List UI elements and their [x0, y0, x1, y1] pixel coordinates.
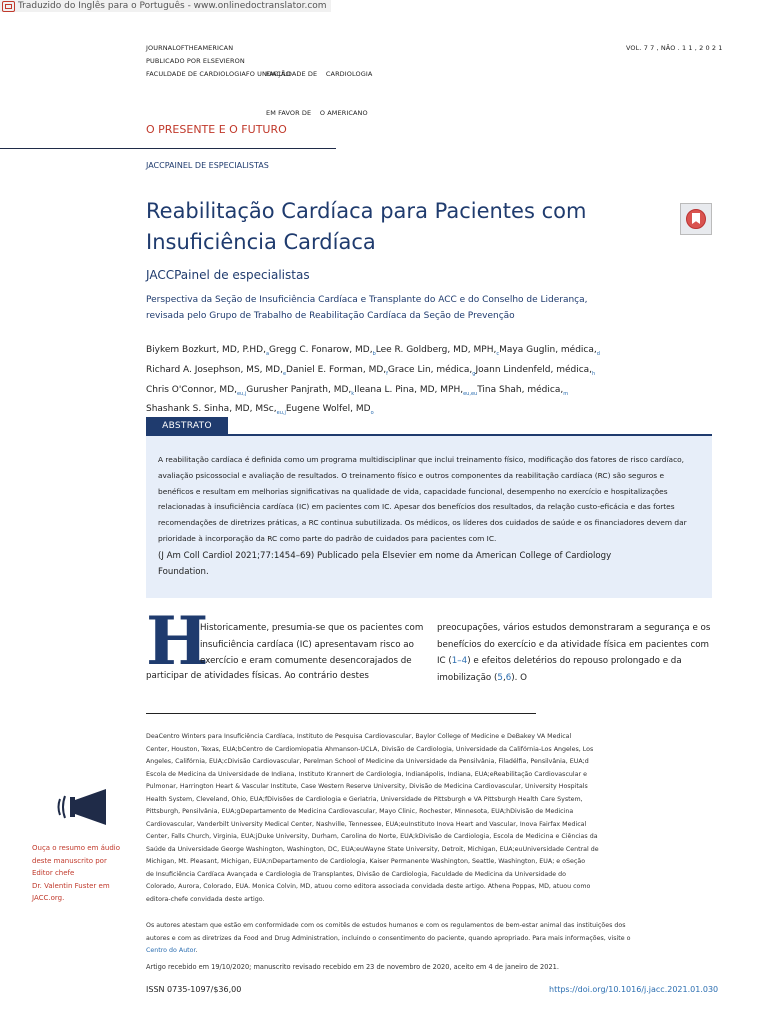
perspective-line: revisada pelo Grupo de Trabalho de Reabilitação Cardíaca da Seção de Prevenção: [146, 311, 515, 321]
body-line: [437, 670, 717, 687]
college-line: FACULDADE DE CARDIOLOGIA: [266, 70, 373, 78]
affiliation-text: Pulmonar, Harrington Heart & Vascular Institute, Case Western Reserve University, Divisão de Medicina Cardiovascular, University Hospitals: [146, 783, 588, 790]
author-name: Gregg C. Fonarow, MD,: [269, 345, 373, 355]
affiliation-marker[interactable]: eu,j: [236, 390, 247, 397]
journal-line: PUBLICADO POR ELSEVIERON: [146, 57, 245, 65]
volume-info: VOL. 7 7 , NÃO . 1 1 , 2 0 2 1: [626, 44, 723, 52]
body-text: imobilização (: [437, 672, 498, 683]
affiliation-line: [146, 856, 636, 869]
affiliation-text: Center, Houston, Texas, EUA;bCentro de Cardiomiopatia Ahmanson-UCLA, Divisão de Cardiologia, Universidade da Califórnia-Los Angeles, Los: [146, 745, 594, 753]
body-line: insuficiência cardíaca (IC) apresentavam risco ao: [200, 639, 414, 650]
ethics-line: autores e com as diretrizes da Food and Drug Administration, incluindo o consentimento do paciente, quando apropriado. Para mais informações, visite o: [146, 934, 631, 942]
affiliation-text: Escola de Medicina da Universidade de Indiana, Instituto Krannert de Cardiologia, Indianápolis, Indiana, EUA;eReabilitação Cardiovascular e: [146, 770, 587, 778]
body-line: [437, 653, 717, 670]
affiliation-text: Angeles, Califórnia, EUA;cDivisão Cardiovascular, Perelman School of Medicine da Universidade da Pensilvânia, Filadélfia, Pensilvânia, EUA;d: [146, 758, 589, 765]
body-line: preocupações, vários estudos demonstraram a segurança e os: [437, 623, 711, 633]
section-label: O PRESENTE E O FUTURO: [146, 123, 287, 136]
citation-line: (J Am Coll Cardiol 2021;77:1454–69) Publicado pela Elsevier em nome da American College of Cardiology: [158, 551, 612, 561]
affiliation-marker[interactable]: m: [563, 390, 569, 397]
abstract-line: avaliação psicossocial e avaliação de resultados. O treinamento físico e outros componentes da reabilitação cardíaca (RC) são seguros e: [158, 470, 664, 480]
body-line: benefícios do exercício e da atividade física em pacientes com: [437, 639, 709, 650]
reference-link[interactable]: 5: [497, 672, 503, 683]
affiliation-text: Saúde da Universidade George Washington, Washington, DC, EUA;euWayne State University, Detroit, Michigan, EUA;euUniversidade Central de: [146, 845, 599, 853]
affiliation-marker[interactable]: c: [496, 350, 500, 357]
drop-cap: H: [146, 602, 209, 680]
body-line: participar de atividades físicas. Ao contrário destes: [146, 671, 369, 681]
affiliation-marker[interactable]: eu,j: [276, 410, 286, 417]
affiliation-text: Michigan, Mt. Pleasant, Michigan, EUA;nDepartamento de Cardiologia, Kaiser Permanente Washington, Seattle, Washington, EUA; e oSeção: [146, 858, 586, 865]
affiliation-line: [146, 844, 636, 857]
abstract-tab: ABSTRATO: [146, 417, 228, 434]
affiliation-line: [146, 869, 636, 882]
affiliation-marker[interactable]: h: [592, 370, 596, 377]
ethics-line: Os autores atestam que estão em conformidade com os comitês de estudos humanos e com os regulamentos de bem-estar animal das instituições dos: [146, 922, 626, 929]
affiliation-marker[interactable]: eu,eu: [463, 390, 478, 397]
audio-line: Dr. Valentin Fuster em: [32, 881, 110, 890]
journal-line: JOURNALOFTHEAMERICAN: [146, 44, 234, 52]
author-name: D,: [256, 345, 266, 355]
translate-icon: [2, 1, 15, 12]
affiliation-text: aCentro Winters para Insuficiência Cardíaca, Instituto de Pesquisa Cardiovascular, Baylor College of Medicine e DeBakey VA Medical: [154, 733, 572, 740]
author-name: Lee R. Goldberg, MD, MPH,: [375, 345, 497, 355]
title-line: Reabilitação Cardíaca para Pacientes com: [146, 199, 587, 223]
author-name: Tina Shah, médica,: [477, 384, 564, 395]
translator-banner[interactable]: [0, 0, 331, 12]
article-subtitle: JACCPainel de especialistas: [146, 268, 310, 282]
body-column-2: [437, 620, 717, 686]
audio-summary-note[interactable]: [32, 842, 132, 905]
college-masthead: [266, 42, 372, 133]
perspective-line: Perspectiva da Seção de Insuficiência Cardíaca e Transplante do ACC e do Conselho de Liderança,: [146, 295, 588, 305]
issn: ISSN 0735-1097/$36,00: [146, 985, 242, 994]
college-line: EM FAVOR DE O AMERICANO: [266, 109, 368, 117]
affiliation-line: [146, 781, 636, 794]
affiliation-marker[interactable]: b: [372, 350, 376, 357]
affiliation-line: [146, 881, 636, 894]
body-text: IC (: [437, 656, 452, 666]
author-name: Grace Lin, médica,: [387, 364, 473, 375]
abstract-line: relacionadas à insuficiência cardíaca (IC) em pacientes com IC. Apesar dos benefícios dos resultados, da relação custo-eficácia e das fortes: [158, 502, 675, 512]
abstract-line: prioridade à incorporação da RC como parte do padrão de cuidados para pacientes com IC.: [158, 533, 497, 543]
affiliation-marker[interactable]: f: [386, 370, 388, 377]
section-divider: [0, 148, 336, 149]
author-name: Maya Guglin, médica,: [499, 345, 597, 355]
abstract-line: recomendações de diretrizes práticas, a RC continua subutilizada. Os médicos, os líderes dos cuidados de saúde e os financiadores devem dar: [158, 518, 687, 528]
affiliation-line: [146, 894, 636, 907]
body-column-1: [200, 620, 425, 670]
author-name: Daniel E. Forman, MD,: [286, 364, 387, 375]
abstract-line: benéficos e resultam em melhorias significativas na qualidade de vida, capacidade funcional, desempenho no exercício e hospitalizações: [158, 486, 668, 496]
affiliation-line: [146, 744, 636, 757]
affiliation-line: [146, 794, 636, 807]
affiliation-line: [146, 831, 636, 844]
audio-line: Ouça o resumo em áudio: [32, 844, 121, 852]
reference-link[interactable]: 6: [505, 672, 512, 683]
affiliation-line: [146, 806, 636, 819]
article-title: [146, 196, 626, 258]
author-name: Shashank S. Sinha, MD, MSc,: [146, 404, 277, 415]
body-text: ,: [502, 672, 506, 683]
abstract-line: A reabilitação cardíaca é definida como um programa multidisciplinar que inclui treinamento físico, modificação dos fatores de risco cardíaco,: [158, 455, 685, 464]
affiliation-marker[interactable]: k: [351, 390, 355, 397]
affiliation-text: editora-chefe convidada deste artigo.: [146, 895, 265, 903]
panel-label: JACCPAINEL DE ESPECIALISTAS: [146, 161, 269, 170]
translator-text: Traduzido do Inglês para o Português - www.onlinedoctranslator.com: [18, 1, 327, 11]
body-line: Historicamente, presumia-se que os pacientes com: [200, 623, 424, 633]
affiliation-text: Health System, Cleveland, Ohio, EUA;fDivisões de Cardiologia e Geriatria, Universidade de Pittsburgh e VA Pittsburgh Health Care System,: [146, 795, 583, 803]
affiliation-line: [146, 731, 636, 744]
affiliation-prefix: De: [146, 733, 155, 740]
received-dates: Artigo recebido em 19/10/2020; manuscrito revisado recebido em 23 de novembro de 2020, aceito em 4 de janeiro de 2021.: [146, 963, 559, 971]
abstract-citation: [158, 548, 698, 580]
citation-line: Foundation.: [158, 567, 209, 577]
affiliation-marker[interactable]: g: [472, 370, 476, 377]
affiliation-marker[interactable]: d: [596, 350, 600, 357]
author-name: H: [249, 345, 257, 355]
body-line: exercício e eram comumente desencorajados de: [200, 656, 412, 666]
footnote-divider: [146, 713, 536, 714]
affiliation-line: [146, 756, 636, 769]
title-line: Insuficiência Cardíaca: [146, 230, 376, 254]
reference-link[interactable]: 1–4: [451, 656, 468, 666]
body-text: ). O: [511, 672, 527, 683]
affiliation-text: de Insuficiência Cardíaca Avançada e Cardiologia de Transplantes, Divisão de Cardiologia, Faculdade de Medicina da Universidade do: [146, 870, 566, 878]
journal-line: FACULDADE DE CARDIOLOGIAFO UNDAÇÃO: [146, 70, 291, 78]
author-center-link[interactable]: Centro do Autor: [146, 947, 196, 954]
affiliation-line: [146, 819, 636, 832]
affiliation-text: Pittsburgh, Pensilvânia, EUA;gDepartamento de Medicina Cardiovascular, Mayo Clinic, Rochester, Minnesota, EUA;hDivisão de Medicina: [146, 808, 574, 815]
author-line: [146, 362, 616, 382]
ethics-statement: [146, 920, 636, 958]
affiliations: [146, 731, 636, 906]
perspective-statement: [146, 292, 596, 324]
affiliation-text: Cardiovascular, Vanderbilt University Medical Center, Nashville, Tennessee, EUA;euInstituto Inova Heart and Vascular, Inova Fairfax Medical: [146, 820, 587, 828]
affiliation-marker[interactable]: a: [265, 350, 270, 357]
author-list: [146, 342, 616, 421]
author-name: Biykem Bozkurt, MD, P.: [146, 345, 250, 355]
doi-link[interactable]: https://doi.org/10.1016/j.jacc.2021.01.030: [549, 985, 719, 994]
author-line: [146, 342, 616, 362]
crossmark-icon: [686, 209, 706, 229]
audio-line: JACC.org.: [32, 894, 65, 902]
ethics-end: .: [195, 947, 198, 954]
author-line: [146, 382, 616, 402]
affiliation-text: Center, Falls Church, Virginia, EUA;jDuke University, Durham, Carolina do Norte, EUA;kDivisão de Cardiologia, Escola de Medicina e Ciências da: [146, 833, 598, 840]
audio-speaker-icon[interactable]: [56, 787, 108, 827]
author-name: Eugene Wolfel, MD: [285, 404, 371, 415]
affiliation-marker[interactable]: o: [370, 410, 374, 417]
author-name: Chris O'Connor, MD,: [146, 384, 237, 395]
author-name: Gurusher Panjrath, MD,: [246, 384, 352, 395]
body-text: ) e efeitos deletérios do repouso prolongado e da: [467, 656, 682, 666]
audio-line: deste manuscrito por: [32, 856, 107, 865]
author-name: Ileana L. Pina, MD, MPH,: [354, 384, 464, 395]
abstract-text: [158, 452, 698, 547]
affiliation-marker[interactable]: e: [282, 370, 287, 377]
author-name: Joann Lindenfeld, médica,: [475, 364, 593, 375]
affiliation-line: [146, 769, 636, 782]
crossmark-button[interactable]: [680, 203, 712, 235]
audio-line: Editor chefe: [32, 869, 75, 877]
author-name: Richard A. Josephson, MS, MD,: [146, 364, 283, 375]
ethics-line: [146, 945, 636, 958]
affiliation-text: Colorado, Aurora, Colorado, EUA. Monica Colvin, MD, atuou como editora associada convidada deste artigo. Athena Poppas, MD, atuou como: [146, 883, 591, 890]
